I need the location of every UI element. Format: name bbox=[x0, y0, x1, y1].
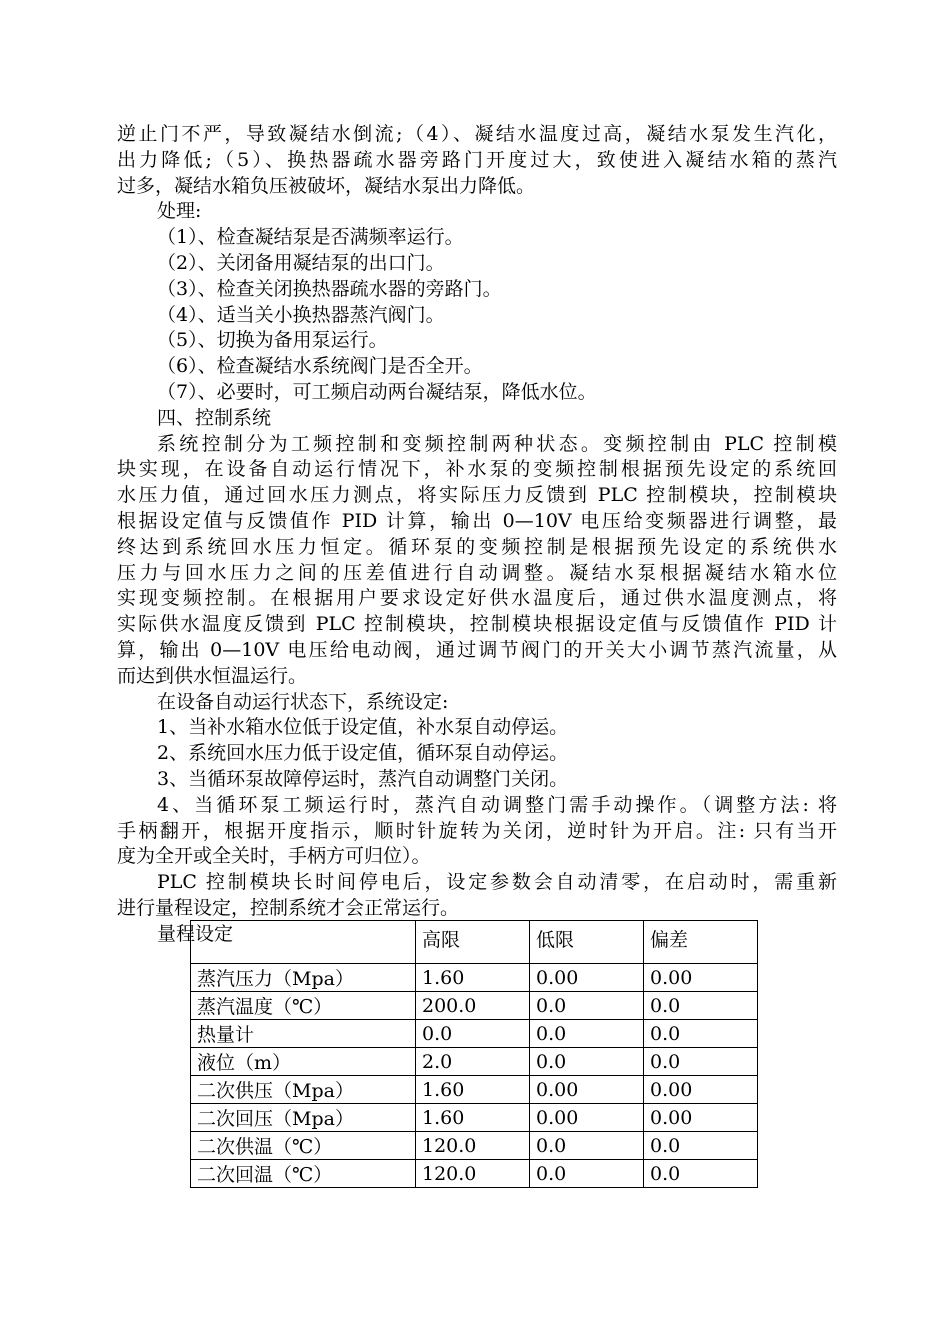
table-cell: 0.0 bbox=[530, 1020, 644, 1048]
table-row bbox=[191, 1104, 758, 1132]
table-cell: 120.0 bbox=[416, 1160, 530, 1188]
table-cell: 200.0 bbox=[416, 992, 530, 1020]
paragraph-line: 度为全开或全关时，手柄方可归位）。 bbox=[117, 845, 431, 868]
paragraph-line: 实现变频控制。在根据用户要求设定好供水温度后，通过供水温度测点，将 bbox=[117, 587, 837, 610]
table-header-cell: 低限 bbox=[530, 921, 644, 964]
paragraph-line: 过多，凝结水箱负压被破坏，凝结水泵出力降低。 bbox=[117, 174, 536, 197]
section-heading: 四、控制系统 bbox=[157, 406, 272, 429]
table-cell: 0.0 bbox=[644, 992, 758, 1020]
table-cell: 1.60 bbox=[416, 1104, 530, 1132]
table-cell: 0.0 bbox=[644, 1132, 758, 1160]
paragraph-line: 进行量程设定，控制系统才会正常运行。 bbox=[117, 896, 460, 919]
table-cell: 0.0 bbox=[530, 1132, 644, 1160]
paragraph-line: 系统控制分为工频控制和变频控制两种状态。变频控制由 PLC 控制模 bbox=[157, 432, 837, 455]
paragraph-line: 4、当循环泵工频运行时，蒸汽自动调整门需手动操作。（调整方法: 将 bbox=[157, 793, 837, 816]
handling-heading: 处理: bbox=[157, 200, 202, 223]
list-item: 3、当循环泵故障停运时，蒸汽自动调整门关闭。 bbox=[157, 767, 569, 790]
table-cell: 二次供温（℃） bbox=[191, 1132, 416, 1160]
table-cell: 120.0 bbox=[416, 1132, 530, 1160]
table-cell: 液位（m） bbox=[191, 1048, 416, 1076]
table-cell: 0.0 bbox=[530, 1160, 644, 1188]
list-item: 2、系统回水压力低于设定值，循环泵自动停运。 bbox=[157, 742, 569, 765]
table-row bbox=[191, 992, 758, 1020]
table-cell: 二次供压（Mpa） bbox=[191, 1076, 416, 1104]
table-cell: 热量计 bbox=[191, 1020, 416, 1048]
range-settings-table bbox=[190, 920, 758, 1188]
paragraph-line: 算，输出 0—10V 电压给电动阀，通过调节阀门的开关大小调节蒸汽流量，从 bbox=[117, 638, 837, 661]
table-row bbox=[191, 964, 758, 992]
table-cell: 0.00 bbox=[530, 964, 644, 992]
table-cell: 2.0 bbox=[416, 1048, 530, 1076]
table-cell: 0.00 bbox=[530, 1076, 644, 1104]
table-cell: 0.00 bbox=[644, 1104, 758, 1132]
table-cell: 0.0 bbox=[644, 1160, 758, 1188]
table-cell: 蒸汽温度（℃） bbox=[191, 992, 416, 1020]
list-item: （6）、检查凝结水系统阀门是否全开。 bbox=[157, 355, 483, 378]
paragraph-line: 水压力值，通过回水压力测点，将实际压力反馈到 PLC 控制模块，控制模块 bbox=[117, 484, 837, 507]
table-cell: 二次回温（℃） bbox=[191, 1160, 416, 1188]
auto-heading: 在设备自动运行状态下，系统设定: bbox=[157, 690, 449, 713]
paragraph-line: 根据设定值与反馈值作 PID 计算，输出 0—10V 电压给变频器进行调整，最 bbox=[117, 509, 837, 532]
paragraph-line: 实际供水温度反馈到 PLC 控制模块，控制模块根据设定值与反馈值作 PID 计 bbox=[117, 613, 837, 636]
list-item: （2）、关闭备用凝结泵的出口门。 bbox=[157, 251, 445, 274]
paragraph-line: 块实现，在设备自动运行情况下，补水泵的变频控制根据预先设定的系统回 bbox=[117, 458, 837, 481]
table-row bbox=[191, 1020, 758, 1048]
paragraph-line: PLC 控制模块长时间停电后，设定参数会自动清零，在启动时，需重新 bbox=[157, 871, 837, 894]
table-row bbox=[191, 1076, 758, 1104]
table-cell: 1.60 bbox=[416, 1076, 530, 1104]
paragraph-line: 终达到系统回水压力恒定。循环泵的变频控制是根据预先设定的系统供水 bbox=[117, 535, 837, 558]
paragraph-line: 而达到供水恒温运行。 bbox=[117, 664, 308, 687]
paragraph-line: 压力与回水压力之间的压差值进行自动调整。凝结水泵根据凝结水箱水位 bbox=[117, 561, 837, 584]
list-item: （7）、必要时，可工频启动两台凝结泵，降低水位。 bbox=[157, 380, 597, 403]
document-page bbox=[117, 122, 837, 948]
paragraph-line: 逆止门不严，导致凝结水倒流;（4）、凝结水温度过高，凝结水泵发生汽化， bbox=[117, 123, 837, 145]
table-cell: 0.0 bbox=[530, 1048, 644, 1076]
list-item: （3）、检查关闭换热器疏水器的旁路门。 bbox=[157, 277, 502, 300]
table-cell: 蒸汽压力（Mpa） bbox=[191, 964, 416, 992]
table-header-row bbox=[191, 921, 758, 964]
list-item: 1、当补水箱水位低于设定值，补水泵自动停运。 bbox=[157, 716, 569, 739]
table-header-cell: 高限 bbox=[416, 921, 530, 964]
table-cell: 0.00 bbox=[530, 1104, 644, 1132]
list-item: （5）、切换为备用泵运行。 bbox=[157, 329, 388, 352]
table-cell: 0.0 bbox=[644, 1048, 758, 1076]
table-cell: 0.00 bbox=[644, 1076, 758, 1104]
table-header-cell bbox=[191, 921, 416, 964]
table-cell: 0.0 bbox=[416, 1020, 530, 1048]
paragraph-line: 手柄翻开，根据开度指示，顺时针旋转为关闭，逆时针为开启。注: 只有当开 bbox=[117, 819, 837, 842]
paragraph-line: 出力降低;（5）、换热器疏水器旁路门开度过大，致使进入凝结水箱的蒸汽 bbox=[117, 148, 837, 171]
table-cell: 0.0 bbox=[644, 1020, 758, 1048]
table-cell: 二次回压（Mpa） bbox=[191, 1104, 416, 1132]
table-row bbox=[191, 1132, 758, 1160]
table-header-cell: 偏差 bbox=[644, 921, 758, 964]
table-row bbox=[191, 1048, 758, 1076]
range-heading: 量程设定 bbox=[157, 922, 234, 945]
table-cell: 0.0 bbox=[530, 992, 644, 1020]
table-cell: 1.60 bbox=[416, 964, 530, 992]
table-row bbox=[191, 1160, 758, 1188]
list-item: （1）、检查凝结泵是否满频率运行。 bbox=[157, 226, 464, 249]
list-item: （4）、适当关小换热器蒸汽阀门。 bbox=[157, 303, 445, 326]
table-cell: 0.00 bbox=[644, 964, 758, 992]
